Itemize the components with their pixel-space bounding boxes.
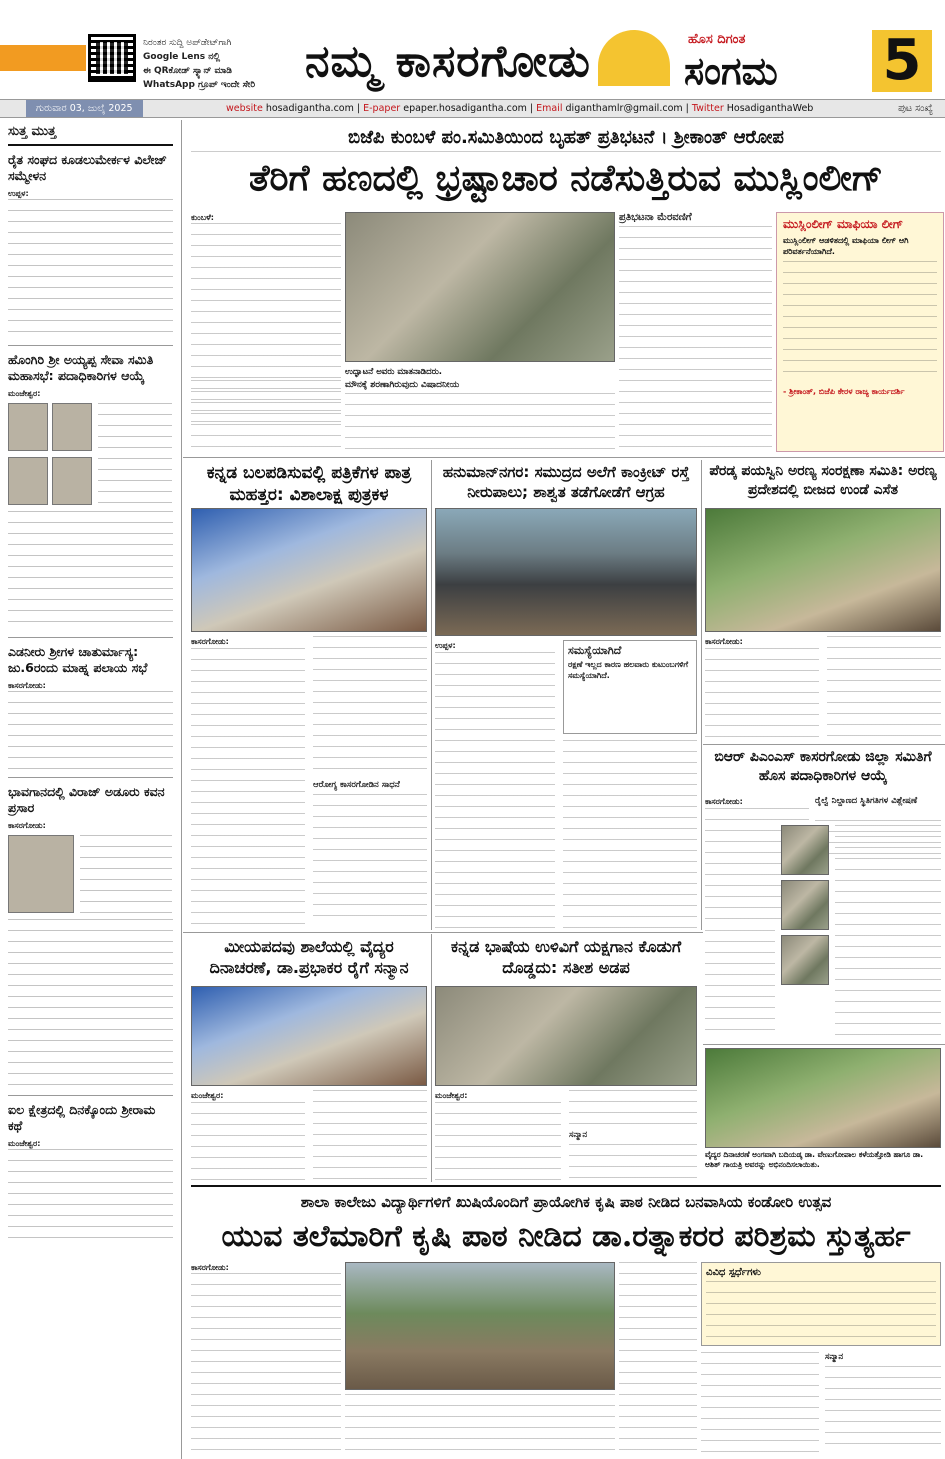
- quote-body: ಮುಸ್ಲಿಂಲೀಗ್ ಆಡಳಿತದಲ್ಲಿ ಮಾಫಿಯಾ ಲೀಗ್ ಆಗಿ ಪರಿವರ್ತನೆಯಾಗಿದೆ.: [783, 236, 909, 256]
- dateline-text: ಕುಂಬಳೆ:: [191, 213, 214, 222]
- brief-headline: ಐಲ ಕ್ಷೇತ್ರದಲ್ಲಿ ದಿನಕ್ಕೊಂದು ಶ್ರೀರಾಮ ಕಥೆ: [8, 1102, 156, 1133]
- story-headline: ಕನ್ನಡ ಬಲಪಡಿಸುವಲ್ಲಿ ಪತ್ರಿಕೆಗಳ ಪಾತ್ರ ಮಹತ್ತರ: ವಿಶಾಲಾಕ್ಷ ಪುತ್ರಕಳ: [206, 463, 412, 505]
- dateline: ಮಂಜೇಶ್ವರ:: [8, 389, 41, 398]
- divider: [8, 777, 173, 778]
- dateline-text: ಕಾಸರಗೋಡು:: [191, 637, 229, 646]
- news-story-body: [705, 636, 941, 740]
- body-text: [313, 794, 427, 926]
- body-text: [705, 648, 819, 740]
- bottom-story-kicker: ಶಾಲಾ ಕಾಲೇಜು ವಿದ್ಯಾರ್ಥಿಗಳಿಗೆ ಖುಷಿಯೊಂದಿಗೆ ಪ್ರಾಯೋಗಿಕ ಕೃಷಿ ಪಾಠ ನೀಡಿದ ಬನವಾಸಿಯ ಕಂಡೋರಿ ಉತ್ಸವ: [191, 1185, 941, 1215]
- divider: [431, 460, 432, 930]
- brief-body-text: [8, 1149, 173, 1239]
- column-section-logo: ಸುತ್ತ ಮುತ್ತ: [8, 124, 173, 146]
- farming-students-photo: [345, 1262, 615, 1390]
- body-text: [191, 648, 305, 926]
- divider: [8, 345, 173, 346]
- body-text: [345, 393, 615, 452]
- info-bar: [0, 99, 945, 118]
- brief-headline: ಭಾವಗಾನದಲ್ಲಿ ವಿರಾಜ್ ಅಡೂರು ಕವನ ಪ್ರಸಾರ: [8, 784, 165, 815]
- left-column: [0, 120, 182, 1459]
- portrait-photo: [52, 403, 92, 451]
- body-text: [435, 652, 555, 930]
- qr-text-line: ನಿರಂತರ ಸುದ್ದಿ ಅಪ್‌ಡೇಟ್‌ಗಾಗಿ: [143, 38, 232, 48]
- subhead: ರೈಲ್ವೆ ನಿಲ್ದಾಣದ ಸ್ಥಿತಿಗತಿಗಳ ವಿಶ್ಲೇಷಣೆ: [815, 796, 918, 806]
- body-text: [619, 1262, 697, 1454]
- poet-photo-block: [8, 835, 173, 915]
- subhead: ಪ್ರತಿಭಟನಾ ಮೆರವಣಿಗೆ: [619, 212, 692, 223]
- news-story-body: [435, 1090, 697, 1180]
- yakshagana-event-photo: [435, 986, 697, 1086]
- brief-body-text: [8, 691, 173, 771]
- news-story: [705, 748, 941, 792]
- subhead: ಸನ್ಮಾನ: [569, 1130, 588, 1140]
- photo-caption: ವೈದ್ಯರ ದಿನಾಚರಣೆ ಅಂಗವಾಗಿ ಬದಿಯಡ್ಕ ಡಾ. ವೇಣುಗೋಪಾಲ ಕಳೆಯತ್ತೋಡಿ ಹಾಗೂ ಡಾ. ಆಶಿತ್ ಗಾಯತ್ರಿ ಅವರನ್ನು ಅಭಿನಂದಿಸಲಾಯಿತು.: [705, 1150, 924, 1169]
- page-label: ಪುಟ ಸಂಖ್ಯೆ: [898, 103, 933, 114]
- qr-code-icon[interactable]: [88, 34, 136, 82]
- portrait-photo: [781, 880, 829, 930]
- brief-body-text: [8, 511, 173, 631]
- body-text: [825, 1366, 941, 1452]
- box-text: [706, 1281, 936, 1343]
- body-text: [569, 1090, 697, 1126]
- body-text: [701, 1352, 819, 1452]
- quote-author: - ಶ್ರೀಕಾಂತ್, ಬಿಜೆಪಿ ಕೇರಳ ರಾಜ್ಯ ಕಾರ್ಯದರ್ಶಿ: [783, 387, 905, 396]
- highlight-box: [701, 1262, 941, 1346]
- body-text: [435, 1102, 561, 1180]
- body-text: [619, 226, 772, 451]
- news-story: [435, 936, 697, 986]
- news-story: [191, 936, 427, 986]
- divider: [701, 460, 702, 930]
- section-title: ನಮ್ಮ ಕಾಸರಗೋಡು: [305, 36, 591, 87]
- highlight-box: [563, 640, 697, 734]
- brief-lead: [8, 820, 173, 831]
- divider: [431, 934, 432, 1182]
- qr-text-line: Google Lens ನಲ್ಲಿ: [143, 52, 221, 62]
- dateline-text: ಮಂಜೇಶ್ವರ:: [435, 1091, 468, 1100]
- brief-lead: [8, 388, 173, 399]
- portrait-photo: [8, 403, 48, 451]
- story-headline: ಮೀಯಪದವು ಶಾಲೆಯಲ್ಲಿ ವೈದ್ಯರ ದಿನಾಚರಣೆ, ಡಾ.ಪ್ರಭಾಕರ ರೈಗೆ ಸನ್ಮಾನ: [209, 937, 409, 977]
- brief-headline: ಎಡನೀರು ಶ್ರೀಗಳ ಚಾತುರ್ಮಾಸ್ಯ: ಜು.6ರಂದು ಮಾಹ್ನ ಪಲಾಯ ಸಭೆ: [8, 644, 148, 675]
- twitter-label: Twitter: [691, 103, 724, 114]
- felicitation-photo: [705, 1048, 941, 1148]
- dateline: [191, 1262, 341, 1273]
- subhead: ಸನ್ಮಾನ: [825, 1352, 844, 1362]
- dateline: ಮಂಜೇಶ್ವರ:: [8, 1139, 41, 1148]
- email-link[interactable]: diganthamlr@gmail.com: [565, 103, 683, 114]
- body-text: [345, 1394, 615, 1454]
- news-story-body: [191, 1262, 341, 1452]
- dateline: [191, 212, 341, 223]
- page-number: 5: [872, 30, 932, 92]
- news-story-body: [191, 636, 427, 926]
- dateline: ಕಾಸರಗೋಡು:: [8, 681, 46, 690]
- subhead: ಆರೋಗ್ಯ ಕಾಸರಗೋಡಿನ ಸಾಧನೆ: [313, 780, 400, 790]
- body-text: [705, 930, 775, 1040]
- portrait-photo: [8, 457, 48, 505]
- brief-lead: [8, 1138, 173, 1149]
- photo-caption: ಉದ್ಘಾಟನೆ ಅವರು ಮಾತನಾಡಿದರು.: [345, 367, 443, 377]
- masthead-accent-bar: [0, 45, 86, 71]
- quote-box: [776, 212, 944, 452]
- dateline-text: ಉಪ್ಪಳ:: [435, 641, 456, 650]
- news-story-body: [435, 640, 697, 930]
- main-content: [183, 120, 945, 1459]
- story-headline: ಬಿಆರ್ ಪಿಎಂಎಸ್ ಕಾಸರಗೋಡು ಜಿಲ್ಲಾ ಸಮಿತಿಗೆ ಹೊಸ ಪದಾಧಿಕಾರಿಗಳ ಆಯ್ಕೆ: [714, 749, 932, 784]
- qr-instructions: [143, 36, 293, 92]
- bottom-story-headline: ಯುವ ತಲೆಮಾರಿಗೆ ಕೃಷಿ ಪಾಠ ನೀಡಿದ ಡಾ.ರತ್ನಾಕರರ ಪರಿಶ್ರಮ ಸ್ತುತ್ಯರ್ಹ: [221, 1219, 911, 1254]
- dateline-text: ಕಾಸರಗೋಡು:: [191, 1263, 229, 1272]
- brand-name-small: ಹೊಸ ದಿಗಂತ: [688, 32, 746, 47]
- event-photo: [191, 508, 427, 632]
- lead-story-body: [191, 380, 615, 452]
- body-text: [563, 740, 697, 930]
- subhead: ಮೌನಕ್ಕೆ ಶರಣಾಗಿರುವುದು ವಿಷಾದನೀಯ: [345, 380, 460, 390]
- twitter-link[interactable]: HosadiganthaWeb: [726, 103, 814, 114]
- body-text: [191, 1273, 341, 1451]
- brief-lead: [8, 680, 173, 691]
- supplement-name: ಸಂಗಮ: [684, 48, 778, 93]
- divider: [703, 744, 945, 745]
- website-label: website: [226, 103, 263, 114]
- body-text: [313, 636, 427, 776]
- body-text: [191, 380, 341, 452]
- brief-body-text: [98, 403, 172, 503]
- body-text: [191, 1102, 305, 1180]
- portrait-photo: [781, 825, 829, 875]
- dateline-text: ಕಾಸರಗೋಡು:: [705, 637, 743, 646]
- brief-headline: ರೈತ ಸಂಘದ ಕೂಡಲುಮೇರ್ಕಳ ವಿಲೇಜ್ ಸಮ್ಮೇಳನ: [8, 152, 167, 183]
- protest-photo: [345, 212, 615, 362]
- divider: [8, 637, 173, 638]
- portrait-photo: [781, 935, 829, 985]
- qr-text-line: ಈ QRಕೋಡ್ ಸ್ಕ್ಯಾನ್ ಮಾಡಿ: [143, 66, 232, 76]
- dateline: ಉಪ್ಪಳ:: [8, 189, 29, 198]
- divider: [183, 932, 703, 933]
- story-headline: ಹನುಮಾನ್‌ನಗರ: ಸಮುದ್ರದ ಅಲೆಗೆ ಕಾಂಕ್ರೀಟ್ ರಸ್ತೆ ನೀರುಪಾಲು; ಶಾಶ್ವತ ತಡೆಗೋಡೆಗೆ ಆಗ್ರಹ: [442, 463, 690, 501]
- story-headline: ಪೆರಡ್ಕ ಪಯಸ್ವಿನಿ ಅರಣ್ಯ ಸಂರಕ್ಷಣಾ ಸಮಿತಿ: ಅರಣ್ಯ ಪ್ರದೇಶದಲ್ಲಿ ಬೀಜದ ಉಂಡೆ ಎಸೆತ: [709, 463, 937, 498]
- quote-title: ಮುಸ್ಲಿಂಲೀಗ್ ಮಾಫಿಯಾ ಲೀಗ್: [783, 217, 904, 231]
- story-headline: ಕನ್ನಡ ಭಾಷೆಯ ಉಳಿವಿಗೆ ಯಕ್ಷಗಾನ ಕೊಡುಗೆ ದೊಡ್ಡದು: ಸತೀಶ ಅಡಪ: [450, 937, 682, 977]
- issue-date: ಗುರುವಾರ 03, ಜುಲೈ 2025: [26, 100, 143, 117]
- lead-story-body: [619, 212, 772, 452]
- qr-text-line: WhatsApp ಗ್ರೂಪ್ ಇಂದೇ ಸೇರಿ: [143, 80, 256, 90]
- quote-text: [783, 261, 937, 381]
- masthead: [0, 0, 945, 98]
- brief-headline: ಹೊಂಗಿರಿ ಶ್ರೀ ಅಯ್ಯಪ್ಪ ಸೇವಾ ಸಮಿತಿ ಮಹಾಸಭೆ: ಪದಾಧಿಕಾರಿಗಳ ಆಯ್ಕೆ: [8, 352, 154, 383]
- body-text: [313, 1090, 427, 1180]
- divider: [183, 457, 945, 458]
- brief-body-text: [8, 919, 173, 1089]
- dateline-text: ಮಂಜೇಶ್ವರ:: [191, 1091, 224, 1100]
- body-text: [569, 1144, 697, 1180]
- box-title: ವಿವಿಧ ಸ್ಪರ್ಧೆಗಳು: [706, 1267, 761, 1278]
- email-label: Email: [536, 103, 563, 114]
- divider: [703, 1044, 945, 1045]
- dateline: ಕಾಸರಗೋಡು:: [8, 821, 46, 830]
- brief-body-text: [8, 199, 173, 339]
- brand-sun-shape: [598, 30, 670, 86]
- news-story: [705, 462, 941, 506]
- doctors-day-photo: [191, 986, 427, 1086]
- member-photos: [8, 403, 173, 507]
- box-title: ಸಮಸ್ಯೆಯಾಗಿದೆ: [568, 644, 622, 657]
- brief-body-text: [80, 835, 172, 913]
- dateline-text: ಕಾಸರಗೋಡು:: [705, 797, 743, 806]
- news-story-body: [191, 1090, 427, 1180]
- divider: [8, 1095, 173, 1096]
- portrait-photo: [8, 835, 74, 913]
- epaper-link[interactable]: epaper.hosadigantha.com: [403, 103, 527, 114]
- box-body: ರಕ್ಷಣೆ ಇಲ್ಲದ ಕಾರಣ ಹಲವಾರು ಕುಟುಂಬಗಳಿಗೆ ಸಮಸ್ಯೆಯಾಗಿದೆ.: [568, 660, 689, 680]
- brief-lead: [8, 188, 173, 199]
- contact-links: website hosadigantha.com | E-paper epaper.hosadigantha.com | Email diganthamlr@gmail.com | Twitter HosadiganthaWeb: [226, 103, 814, 114]
- lead-story-headline: ತೆರಿಗೆ ಹಣದಲ್ಲಿ ಭ್ರಷ್ಟಾಚಾರ ನಡೆಸುತ್ತಿರುವ ಮುಸ್ಲಿಂಲೀಗ್: [249, 157, 883, 199]
- website-link[interactable]: hosadigantha.com: [265, 103, 354, 114]
- portrait-photo: [52, 457, 92, 505]
- body-text: [835, 825, 941, 1039]
- lead-story-kicker: ಬಿಜೆಪಿ ಕುಂಬಳೆ ಪಂ.ಸಮಿತಿಯಿಂದ ಬೃಹತ್ ಪ್ರತಿಭಟನೆ । ಶ್ರೀಕಾಂತ್ ಆರೋಪ: [191, 124, 941, 152]
- epaper-label: E-paper: [363, 103, 401, 114]
- forest-group-photo: [705, 508, 941, 632]
- body-text: [827, 636, 941, 740]
- sea-erosion-photo: [435, 508, 697, 636]
